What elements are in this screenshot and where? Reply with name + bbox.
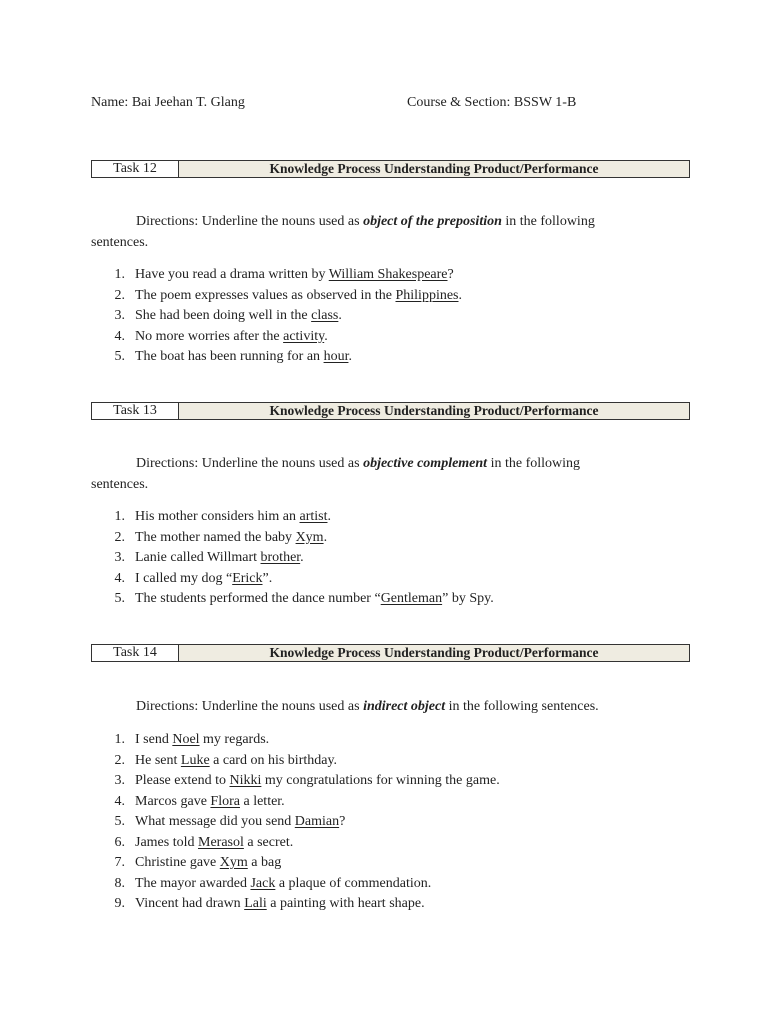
- list-item: 7. Christine gave Xym a bag: [114, 855, 282, 870]
- task-title: Knowledge Process Understanding Product/Performance: [179, 161, 689, 177]
- task-12-list: [91, 265, 691, 368]
- list-item: 4. I called my dog “Erick”.: [114, 570, 273, 586]
- list-item: 3. Please extend to Nikki my congratulations for winning the game.: [114, 773, 500, 788]
- task-title: Knowledge Process Understanding Product/Performance: [179, 403, 689, 419]
- list-item: 1. I send Noel my regards.: [114, 732, 270, 747]
- task-13-header: [91, 402, 690, 420]
- list-item: 5. What message did you send Damian?: [114, 814, 346, 829]
- course-section: Course & Section: BSSW 1-B: [407, 95, 577, 110]
- list-item: 8. The mayor awarded Jack a plaque of commendation.: [114, 875, 432, 891]
- task-13-list: [91, 507, 691, 610]
- list-item: 3. Lanie called Willmart brother.: [114, 550, 304, 565]
- list-item: 6. James told Merasol a secret.: [114, 834, 294, 850]
- task-label: Task 13: [92, 403, 179, 419]
- task-12-directions: Directions: Underline the nouns used as object of the preposition in the following sentences.: [91, 214, 595, 250]
- list-item: 5. The students performed the dance number “Gentleman” by Spy.: [114, 591, 494, 606]
- task-14-directions: Directions: Underline the nouns used as indirect object in the following sentences.: [136, 699, 599, 714]
- student-header: [91, 94, 691, 112]
- task-14-list: [91, 730, 691, 915]
- list-item: 2. The mother named the baby Xym.: [114, 529, 328, 545]
- list-item: 4. No more worries after the activity.: [114, 328, 328, 344]
- student-name: Name: Bai Jeehan T. Glang: [91, 95, 245, 110]
- list-item: 4. Marcos gave Flora a letter.: [114, 793, 285, 809]
- task-label: Task 12: [92, 161, 179, 177]
- list-item: 1. Have you read a drama written by William Shakespeare?: [114, 267, 454, 282]
- list-item: 1. His mother considers him an artist.: [114, 509, 331, 524]
- task-label: Task 14: [92, 645, 179, 661]
- list-item: 2. The poem expresses values as observed in the Philippines.: [114, 287, 462, 303]
- task-13-directions: Directions: Underline the nouns used as objective complement in the following sentences.: [91, 456, 581, 492]
- task-12-header: [91, 160, 690, 178]
- task-title: Knowledge Process Understanding Product/Performance: [179, 645, 689, 661]
- list-item: 5. The boat has been running for an hour.: [114, 349, 352, 364]
- list-item: 3. She had been doing well in the class.: [114, 308, 342, 323]
- list-item: 2. He sent Luke a card on his birthday.: [114, 752, 338, 768]
- task-14-header: [91, 644, 690, 662]
- list-item: 9. Vincent had drawn Lali a painting with heart shape.: [114, 896, 425, 911]
